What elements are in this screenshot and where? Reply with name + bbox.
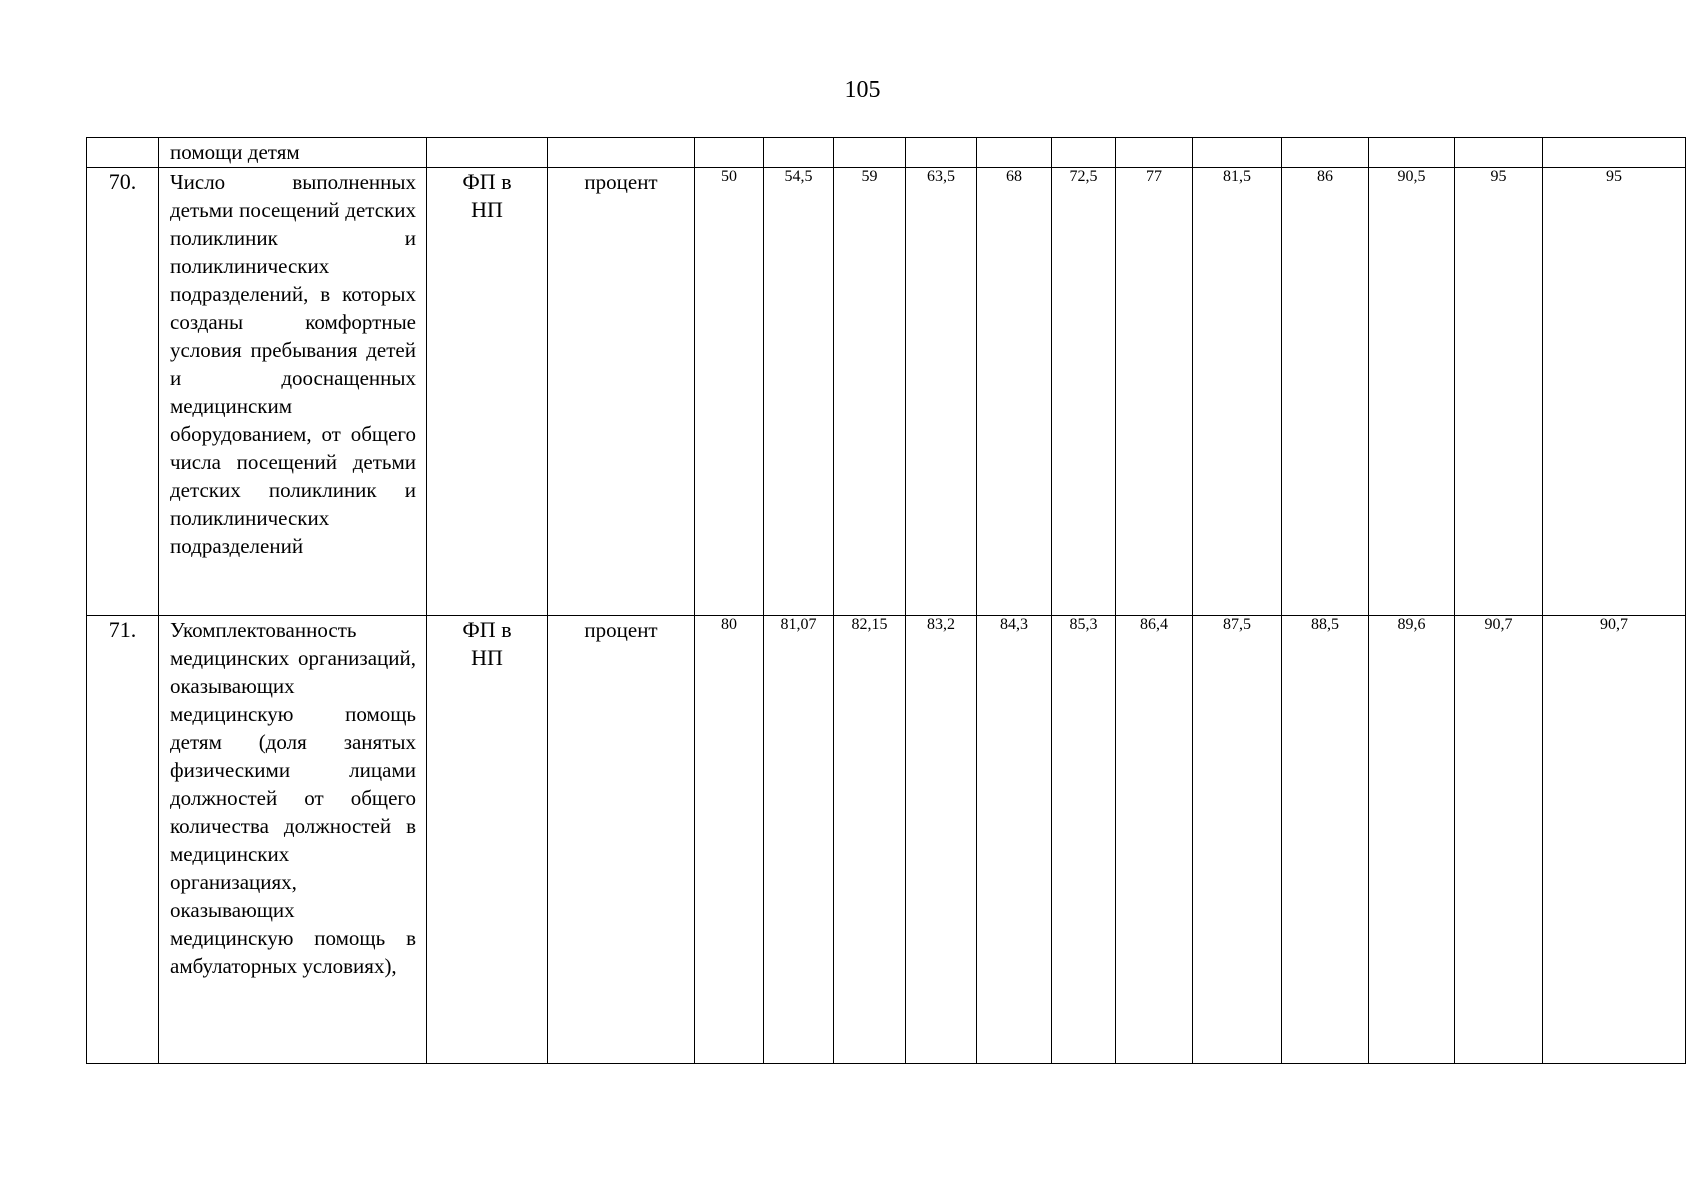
cell-value: [1193, 138, 1282, 168]
cell-value: 82,15: [834, 616, 906, 1064]
page-number: 105: [844, 77, 881, 103]
cell-source: [427, 616, 548, 1064]
cell-value: 81,5: [1193, 168, 1282, 616]
cell-value: [1052, 138, 1116, 168]
cell-value: [1369, 138, 1455, 168]
indicator-table: [86, 137, 1686, 1064]
source-text: ФП в НП: [462, 617, 512, 670]
cell-source: [427, 168, 548, 616]
cell-value: 83,2: [906, 616, 977, 1064]
cell-value: [1116, 138, 1193, 168]
cell-value: 87,5: [1193, 616, 1282, 1064]
row-number: 70.: [87, 168, 159, 616]
cell-value: [1282, 138, 1369, 168]
table-row-71: [87, 616, 1686, 1064]
cell-value: 85,3: [1052, 616, 1116, 1064]
cell-value: 77: [1116, 168, 1193, 616]
cell-value: 88,5: [1282, 616, 1369, 1064]
cell-value: [977, 138, 1052, 168]
cell-value: 86: [1282, 168, 1369, 616]
source-text: ФП в НП: [462, 169, 512, 222]
indicator-name-text: помощи детям: [170, 140, 300, 164]
cell-value: [1543, 138, 1686, 168]
cell-value: 95: [1455, 168, 1543, 616]
cell-value: 90,5: [1369, 168, 1455, 616]
cell-indicator-name: [159, 138, 427, 168]
cell-value: 81,07: [764, 616, 834, 1064]
table-row-70: [87, 168, 1686, 616]
cell-indicator-name: [159, 168, 427, 616]
cell-value: 54,5: [764, 168, 834, 616]
cell-value: 68: [977, 168, 1052, 616]
cell-value: [695, 138, 764, 168]
cell-value: 90,7: [1543, 616, 1686, 1064]
cell-unit: процент: [548, 168, 695, 616]
cell-source: [427, 138, 548, 168]
cell-value: 84,3: [977, 616, 1052, 1064]
cell-value: 72,5: [1052, 168, 1116, 616]
cell-value: [834, 138, 906, 168]
cell-value: [764, 138, 834, 168]
cell-indicator-name: [159, 616, 427, 1064]
cell-unit: процент: [548, 616, 695, 1064]
cell-value: 90,7: [1455, 616, 1543, 1064]
cell-value: 59: [834, 168, 906, 616]
cell-value: [906, 138, 977, 168]
cell-value: 86,4: [1116, 616, 1193, 1064]
table-row-continuation: [87, 138, 1686, 168]
cell-number: [87, 138, 159, 168]
cell-value: [1455, 138, 1543, 168]
cell-value: 95: [1543, 168, 1686, 616]
indicator-name-text: Число выполненных детьми посещений детских поликлиник и поликлинических подразделений, в которых созданы комфортные условия пребывания детей и дооснащенных медицинским оборудованием, от общего числа посещений детьми детских поликлиник и поликлинических подразделений: [170, 170, 416, 558]
cell-value: 63,5: [906, 168, 977, 616]
cell-value: 50: [695, 168, 764, 616]
cell-value: 89,6: [1369, 616, 1455, 1064]
cell-value: 80: [695, 616, 764, 1064]
cell-unit: [548, 138, 695, 168]
row-number: 71.: [87, 616, 159, 1064]
indicator-name-text: Укомплектованность медицинских организаций, оказывающих медицинскую помощь детям (доля занятых физическими лицами должностей от общего количества должностей в медицинских организациях, оказывающих медицинскую помощь в амбулаторных условиях),: [170, 618, 416, 978]
